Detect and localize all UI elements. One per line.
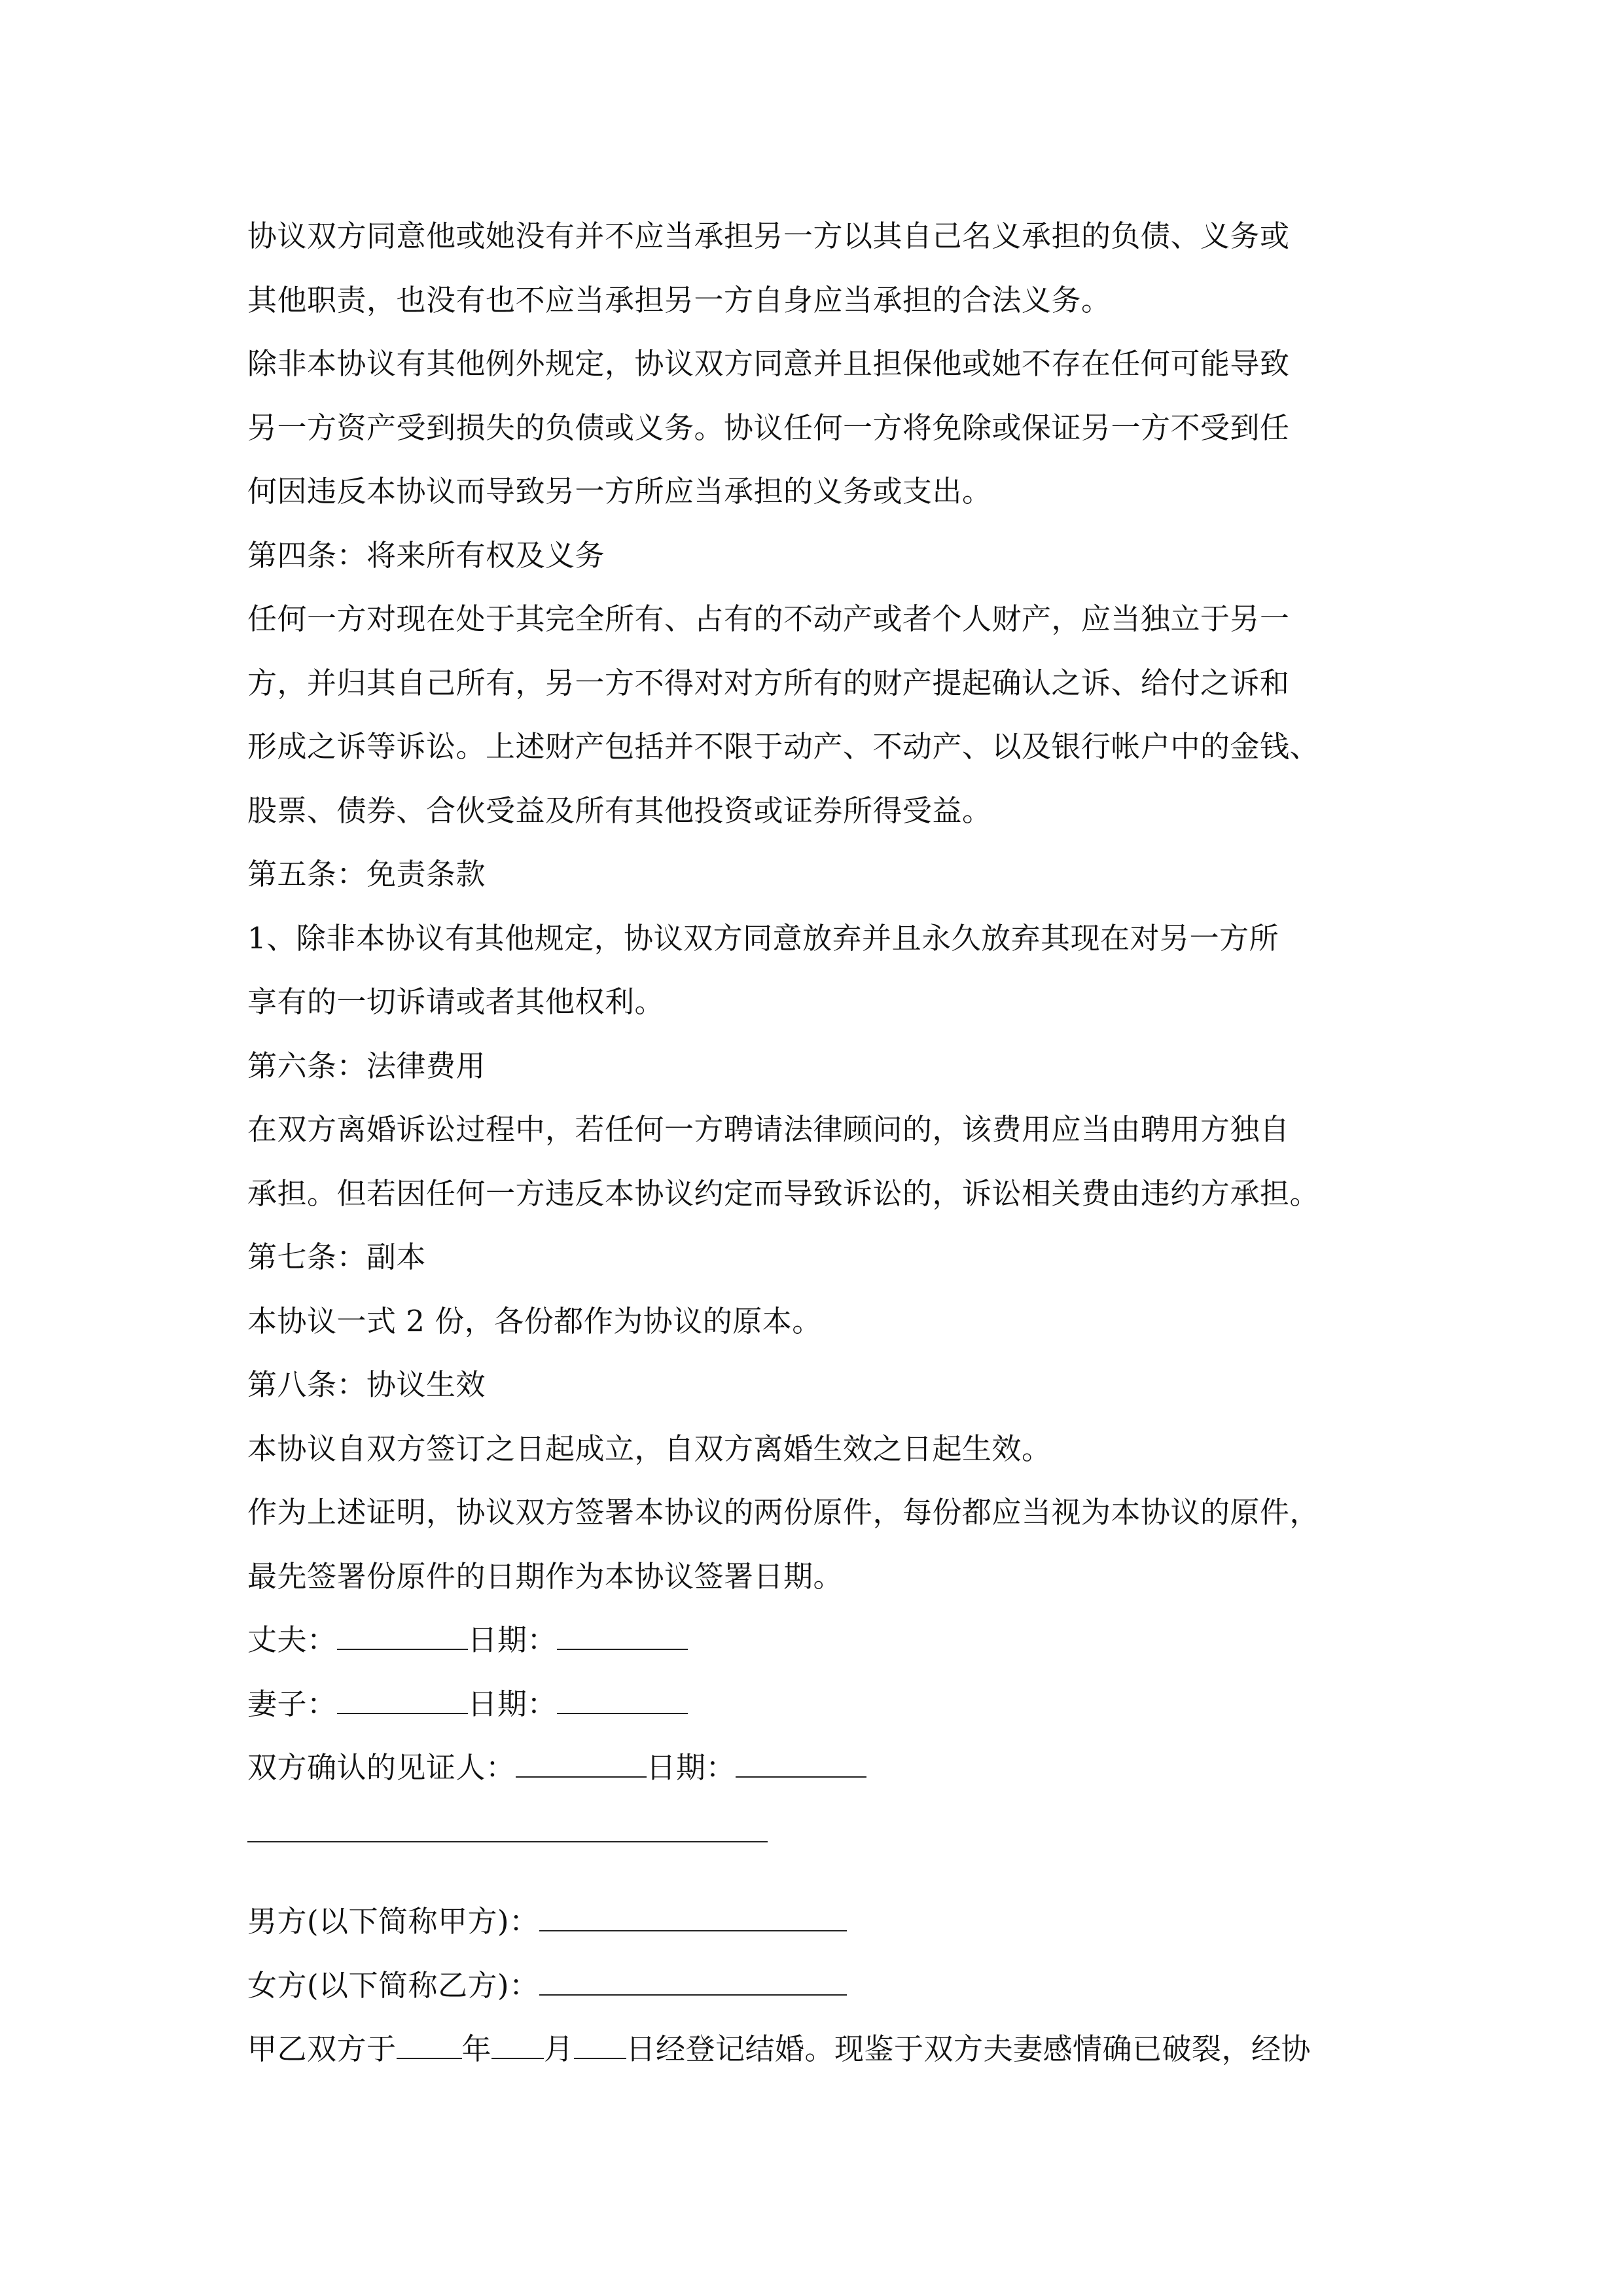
female-party-line bbox=[247, 1954, 1389, 2018]
section-heading: 第七条：副本 bbox=[247, 1240, 427, 1274]
paragraph-line: 承担。但若因任何一方违反本协议约定而导致诉讼的，诉讼相关费由违约方承担。 bbox=[247, 1175, 1320, 1211]
paragraph-line: 其他职责，也没有也不应当承担另一方自身应当承担的合法义务。 bbox=[247, 282, 1111, 317]
section-separator bbox=[247, 1800, 1389, 1864]
paragraph-line: 另一方资产受到损失的负债或义务。协议任何一方将免除或保证另一方不受到任 bbox=[247, 410, 1290, 445]
witness-label: 双方确认的见证人： bbox=[247, 1750, 516, 1785]
paragraph-line: 方，并归其自己所有，另一方不得对对方所有的财产提起确认之诉、给付之诉和 bbox=[247, 665, 1290, 700]
paragraph-line: 作为上述证明，协议双方签署本协议的两份原件，每份都应当视为本协议的原件， bbox=[247, 1495, 1320, 1530]
paragraph-line: 形成之诉等诉讼。上述财产包括并不限于动产、不动产、以及银行帐户中的金钱、 bbox=[247, 729, 1320, 764]
section-heading: 第八条：协议生效 bbox=[247, 1367, 486, 1402]
paragraph-line: 任何一方对现在处于其完全所有、占有的不动产或者个人财产，应当独立于另一 bbox=[247, 601, 1290, 636]
marriage-prefix: 甲乙双方于 bbox=[247, 2032, 397, 2066]
wife-signature-field[interactable] bbox=[337, 1689, 468, 1714]
female-party-field[interactable] bbox=[539, 1971, 847, 1996]
date-label: 日期： bbox=[467, 1686, 558, 1721]
marriage-month-field[interactable] bbox=[491, 2034, 544, 2059]
date-label: 日期： bbox=[646, 1750, 736, 1785]
witness-date-field[interactable] bbox=[736, 1753, 866, 1778]
paragraph-line: 1、除非本协议有其他规定，协议双方同意放弃并且永久放弃其现在对另一方所 bbox=[247, 920, 1279, 956]
paragraph-line: 享有的一切诉请或者其他权利。 bbox=[247, 984, 665, 1019]
paragraph-line: 协议双方同意他或她没有并不应当承担另一方以其自己名义承担的负债、义务或 bbox=[247, 219, 1290, 253]
wife-signature-line bbox=[247, 1672, 1389, 1736]
witness-signature-line bbox=[247, 1736, 1389, 1800]
male-party-label: 男方(以下简称甲方)： bbox=[247, 1904, 539, 1939]
female-party-label: 女方(以下简称乙方)： bbox=[247, 1967, 539, 2003]
section-heading: 第五条：免责条款 bbox=[247, 857, 486, 891]
spacer bbox=[247, 1863, 1389, 1890]
year-label: 年 bbox=[461, 2032, 492, 2066]
wife-date-field[interactable] bbox=[557, 1689, 688, 1714]
paragraph-line: 在双方离婚诉讼过程中，若任何一方聘请法律顾问的，该费用应当由聘用方独自 bbox=[247, 1112, 1290, 1147]
section-heading: 第六条：法律费用 bbox=[247, 1048, 486, 1083]
husband-date-field[interactable] bbox=[557, 1625, 688, 1650]
male-party-line bbox=[247, 1890, 1389, 1954]
marriage-day-field[interactable] bbox=[574, 2034, 626, 2059]
witness-signature-field[interactable] bbox=[516, 1753, 647, 1778]
date-label: 日期： bbox=[467, 1623, 558, 1657]
paragraph-line: 除非本协议有其他例外规定，协议双方同意并且担保他或她不存在任何可能导致 bbox=[247, 346, 1290, 381]
paragraph-line: 何因违反本协议而导致另一方所应当承担的义务或支出。 bbox=[247, 474, 992, 509]
paragraph-line: 本协议一式 2 份，各份都作为协议的原本。 bbox=[247, 1303, 822, 1338]
husband-signature-line bbox=[247, 1608, 1389, 1672]
marriage-suffix: 日经登记结婚。现鉴于双方夫妻感情确已破裂，经协 bbox=[626, 2032, 1311, 2066]
paragraph-line: 股票、债券、合伙受益及所有其他投资或证券所得受益。 bbox=[247, 793, 992, 828]
husband-signature-field[interactable] bbox=[337, 1625, 468, 1650]
marriage-date-line bbox=[247, 2017, 1389, 2081]
marriage-year-field[interactable] bbox=[397, 2034, 462, 2059]
month-label: 月 bbox=[544, 2032, 574, 2066]
document-body bbox=[247, 204, 1389, 2081]
section-heading: 第四条：将来所有权及义务 bbox=[247, 537, 605, 573]
paragraph-line: 最先签署份原件的日期作为本协议签署日期。 bbox=[247, 1558, 844, 1594]
paragraph-line: 本协议自双方签订之日起成立，自双方离婚生效之日起生效。 bbox=[247, 1431, 1052, 1466]
wife-label: 妻子： bbox=[247, 1686, 337, 1721]
male-party-field[interactable] bbox=[539, 1907, 847, 1931]
separator-rule bbox=[247, 1841, 768, 1842]
husband-label: 丈夫： bbox=[247, 1623, 337, 1657]
